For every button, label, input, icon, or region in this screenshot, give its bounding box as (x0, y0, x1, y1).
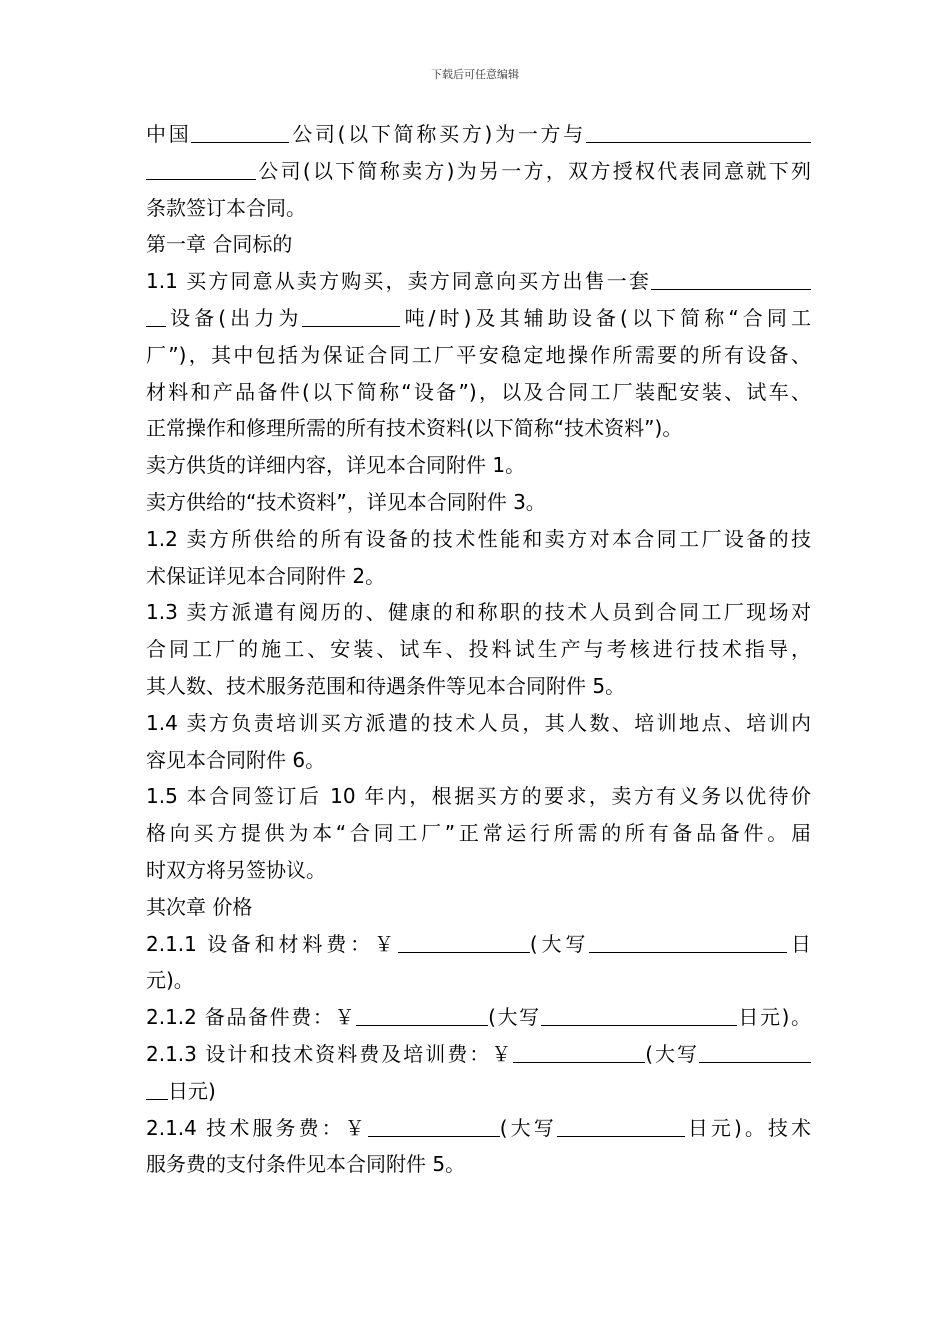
blank-field (586, 122, 811, 143)
blank-field (541, 1005, 737, 1026)
blank-field (356, 1005, 488, 1026)
text-line: 1.2 卖方所供给的所有设备的技术性能和卖方对本合同工厂设备的技 (146, 526, 811, 551)
blank-field (398, 932, 530, 953)
text-line: 日元) (146, 1073, 811, 1110)
text-line: 1.5 本合同签订后 10 年内，根据买方的要求，卖方有义务以优待价 (146, 784, 811, 809)
chapter-heading: 第一章 合同标的 (146, 232, 293, 257)
text-line: 2.1.2 备品备件费：￥ (大写 日元)。 (146, 1005, 812, 1030)
text-line: 公司(以下简称卖方)为另一方，双方授权代表同意就下列 (146, 153, 811, 190)
blank-field (302, 306, 400, 327)
text-line: 厂”)，其中包括为保证合同工厂平安稳定地操作所需要的所有设备、 (146, 342, 811, 367)
text-line: 元)。 (146, 968, 194, 993)
chapter-heading: 其次章 价格 (146, 894, 253, 919)
text-line: 卖方供给的“技术资料”，详见本合同附件 3。 (146, 489, 546, 514)
text-line: 设备(出力为 吨/时)及其辅助设备(以下简称“合同工 (146, 300, 811, 337)
text-line: 2.1.3 设计和技术资料费及培训费：￥ (大写 (146, 1036, 811, 1073)
text-line: 中国 公司(以下简称买方)为一方与 (146, 116, 811, 153)
blank-field (146, 159, 256, 180)
text-line: 材料和产品备件(以下简称“设备”)，以及合同工厂装配安装、试车、 (146, 379, 811, 404)
blank-field (146, 306, 166, 327)
blank-field (589, 932, 787, 953)
blank-field (368, 1116, 500, 1137)
text-line: 其人数、技术服务范围和待遇条件等见本合同附件 5。 (146, 673, 626, 698)
text-line: 容见本合同附件 6。 (146, 747, 326, 772)
text-line: 1.3 卖方派遣有阅历的、健康的和称职的技术人员到合同工厂现场对 (146, 600, 811, 625)
blank-field (557, 1116, 685, 1137)
blank-field (191, 122, 289, 143)
text-line: 条款签订本合同。 (146, 195, 306, 220)
text-line: 卖方供货的详细内容，详见本合同附件 1。 (146, 453, 526, 478)
text-line: 时双方将另签协议。 (146, 857, 326, 882)
text-line: 术保证详见本合同附件 2。 (146, 563, 386, 588)
text-line: 2.1.1 设备和材料费：￥ (大写 日 (146, 931, 811, 956)
contract-body (146, 116, 811, 1183)
blank-field (699, 1042, 811, 1063)
page-header-note: 下载后可任意编辑 (431, 68, 519, 81)
text-line: 2.1.4 技术服务费：￥ (大写 日元)。技术 (146, 1115, 811, 1140)
text-line: 正常操作和修理所需的所有技术资料(以下简称“技术资料”)。 (146, 416, 683, 441)
blank-field (513, 1042, 645, 1063)
blank-field (146, 1079, 168, 1100)
text-line: 合同工厂的施工、安装、试车、投料试生产与考核进行技术指导， (146, 637, 811, 662)
text-line: 1.4 卖方负责培训买方派遣的技术人员，其人数、培训地点、培训内 (146, 710, 811, 735)
text-line: 服务费的支付条件见本合同附件 5。 (146, 1152, 466, 1177)
text-line: 1.1 买方同意从卖方购买，卖方同意向买方出售一套 (146, 263, 811, 300)
text-line: 格向买方提供为本“合同工厂”正常运行所需的所有备品备件。届 (146, 821, 811, 846)
blank-field (651, 269, 811, 290)
